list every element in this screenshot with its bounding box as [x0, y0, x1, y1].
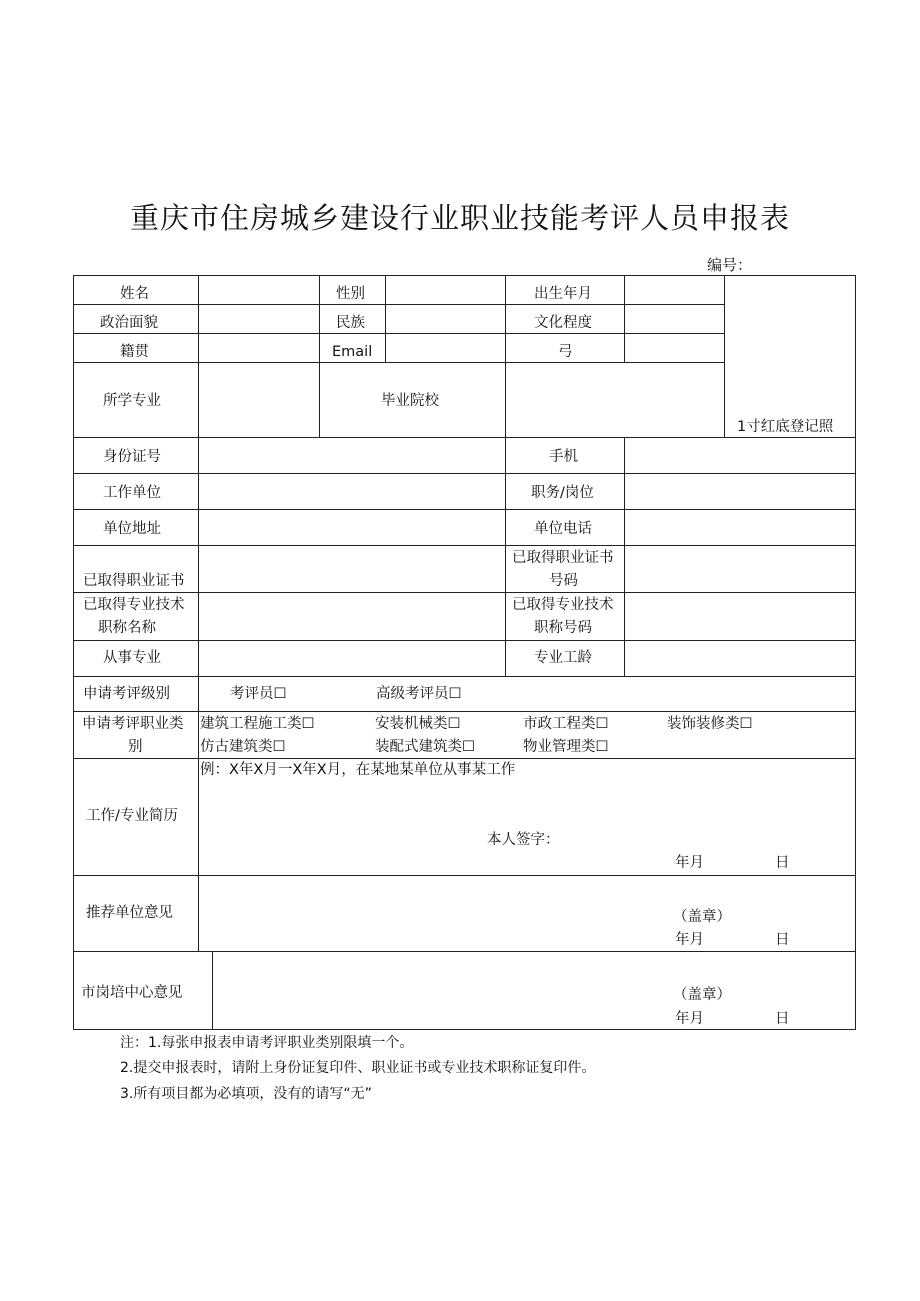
mobile-label: 手机 — [549, 449, 578, 465]
name-field[interactable] — [198, 275, 320, 305]
recommend-label-cell — [73, 875, 199, 952]
title-name-label-line1: 已取得专业技术 — [83, 597, 185, 613]
center-field[interactable] — [212, 951, 856, 1030]
post-code-label-cell — [505, 333, 625, 363]
recommend-label: 推荐单位意见 — [86, 905, 173, 921]
native-place-label: 籍贯 — [120, 344, 149, 360]
specialty-years-label-cell — [505, 640, 625, 677]
category-option-property-management[interactable]: 物业管理类☐ — [523, 739, 609, 755]
birth-label-cell — [505, 275, 625, 305]
education-field[interactable] — [624, 304, 725, 334]
category-option-installation-machinery[interactable]: 安装机械类☐ — [375, 716, 461, 732]
position-label-cell — [505, 473, 625, 510]
position-field[interactable] — [624, 473, 856, 510]
native-place-label-cell — [73, 333, 199, 363]
note-1: 注：1.每张申报表申请考评职业类别限填一个。 — [120, 1035, 414, 1051]
apply-category-label-line1: 申请考评职业类 — [82, 716, 184, 732]
gender-field[interactable] — [385, 275, 506, 305]
politics-label-cell — [73, 304, 199, 334]
center-day: 日 — [775, 1011, 790, 1027]
employer-field[interactable] — [198, 473, 506, 510]
employer-label-cell — [73, 473, 199, 510]
center-label: 市岗培中心意见 — [81, 985, 183, 1001]
center-year-month: 年月 — [675, 1011, 704, 1027]
id-number-field[interactable] — [198, 437, 506, 474]
email-label: Email — [332, 344, 373, 360]
recommend-day: 日 — [775, 932, 790, 948]
education-label: 文化程度 — [534, 315, 592, 331]
post-code-label: 弓 — [558, 344, 573, 360]
level-option-senior-examiner[interactable]: 高级考评员☐ — [376, 686, 462, 702]
politics-field[interactable] — [198, 304, 320, 334]
gender-label-cell — [319, 275, 386, 305]
vocational-cert-label-cell — [73, 545, 199, 593]
specialty-years-field[interactable] — [624, 640, 856, 677]
ethnicity-field[interactable] — [385, 304, 506, 334]
center-seal: （盖章） — [673, 987, 731, 1003]
apply-category-label-cell — [73, 711, 199, 759]
title-no-label-line1: 已取得专业技术 — [512, 597, 614, 613]
title-name-label-line2: 职称名称 — [98, 620, 156, 636]
email-field[interactable] — [385, 333, 506, 363]
category-option-decoration[interactable]: 装饰装修类☐ — [667, 716, 753, 732]
unit-phone-label: 单位电话 — [534, 521, 592, 537]
mobile-field[interactable] — [624, 437, 856, 474]
apply-level-label-cell — [73, 676, 199, 712]
birth-field[interactable] — [624, 275, 725, 305]
resume-label: 工作/专业简历 — [86, 808, 178, 824]
resume-example: 例：X年X月一X年X月，在某地某单位从事某工作 — [200, 762, 516, 778]
post-code-field[interactable] — [624, 333, 725, 363]
vocational-cert-label: 已取得职业证书 — [83, 573, 185, 589]
ethnicity-label: 民族 — [336, 315, 365, 331]
school-field[interactable] — [505, 362, 725, 438]
vocational-cert-no-label-line1: 已取得职业证书 — [512, 550, 614, 566]
school-label: 毕业院校 — [381, 393, 439, 409]
resume-year-month: 年月 — [675, 855, 704, 871]
resume-day: 日 — [775, 855, 790, 871]
major-field[interactable] — [198, 362, 320, 438]
serial-number-label: 编号： — [707, 256, 753, 274]
apply-category-options — [198, 711, 856, 759]
category-option-ancient-architecture[interactable]: 仿古建筑类☐ — [200, 739, 286, 755]
school-label-cell — [319, 362, 506, 438]
mobile-label-cell — [505, 437, 625, 474]
native-place-field[interactable] — [198, 333, 320, 363]
birth-label: 出生年月 — [534, 286, 592, 302]
apply-level-options — [198, 676, 856, 712]
unit-phone-label-cell — [505, 509, 625, 546]
title-no-field[interactable] — [624, 592, 856, 641]
apply-level-label: 申请考评级别 — [83, 686, 170, 702]
address-label: 单位地址 — [103, 521, 161, 537]
vocational-cert-field[interactable] — [198, 545, 506, 593]
resume-label-cell — [73, 758, 199, 876]
category-option-prefabricated[interactable]: 装配式建筑类☐ — [375, 739, 475, 755]
level-option-examiner[interactable]: 考评员☐ — [230, 686, 287, 702]
address-field[interactable] — [198, 509, 506, 546]
recommend-year-month: 年月 — [675, 932, 704, 948]
resume-signature-label: 本人签字： — [487, 832, 560, 848]
photo-label: 1寸红底登记照 — [737, 419, 834, 435]
employer-label: 工作单位 — [103, 485, 161, 501]
center-label-cell — [73, 951, 213, 1030]
category-option-municipal[interactable]: 市政工程类☐ — [523, 716, 609, 732]
email-label-cell — [319, 333, 386, 363]
note-3: 3.所有项目都为必填项，没有的请写“无” — [120, 1086, 372, 1102]
page-title: 重庆市住房城乡建设行业职业技能考评人员申报表 — [129, 201, 790, 235]
photo-box[interactable] — [724, 275, 856, 438]
apply-category-label-line2: 别 — [128, 739, 143, 755]
ethnicity-label-cell — [319, 304, 386, 334]
vocational-cert-no-label-line2: 号码 — [549, 573, 578, 589]
id-number-label: 身份证号 — [103, 449, 161, 465]
name-label-cell — [73, 275, 199, 305]
name-label: 姓名 — [120, 286, 149, 302]
specialty-label: 从事专业 — [103, 650, 161, 666]
politics-label: 政治面貌 — [100, 315, 158, 331]
specialty-label-cell — [73, 640, 199, 677]
specialty-field[interactable] — [198, 640, 506, 677]
resume-field[interactable] — [198, 758, 856, 876]
title-name-label-cell — [73, 592, 199, 641]
vocational-cert-no-label-cell — [505, 545, 625, 593]
title-no-label-line2: 职称号码 — [534, 620, 592, 636]
position-label: 职务/岗位 — [531, 485, 594, 501]
major-label: 所学专业 — [103, 393, 161, 409]
specialty-years-label: 专业工龄 — [534, 650, 592, 666]
id-number-label-cell — [73, 437, 199, 474]
vocational-cert-no-field[interactable] — [624, 545, 856, 593]
category-option-construction[interactable]: 建筑工程施工类☐ — [200, 716, 315, 732]
gender-label: 性别 — [336, 286, 365, 302]
education-label-cell — [505, 304, 625, 334]
recommend-seal: （盖章） — [673, 909, 731, 925]
major-label-cell — [73, 362, 199, 438]
unit-phone-field[interactable] — [624, 509, 856, 546]
address-label-cell — [73, 509, 199, 546]
note-2: 2.提交申报表时，请附上身份证复印件、职业证书或专业技术职称证复印件。 — [120, 1060, 596, 1076]
title-name-field[interactable] — [198, 592, 506, 641]
recommend-field[interactable] — [198, 875, 856, 952]
title-no-label-cell — [505, 592, 625, 641]
